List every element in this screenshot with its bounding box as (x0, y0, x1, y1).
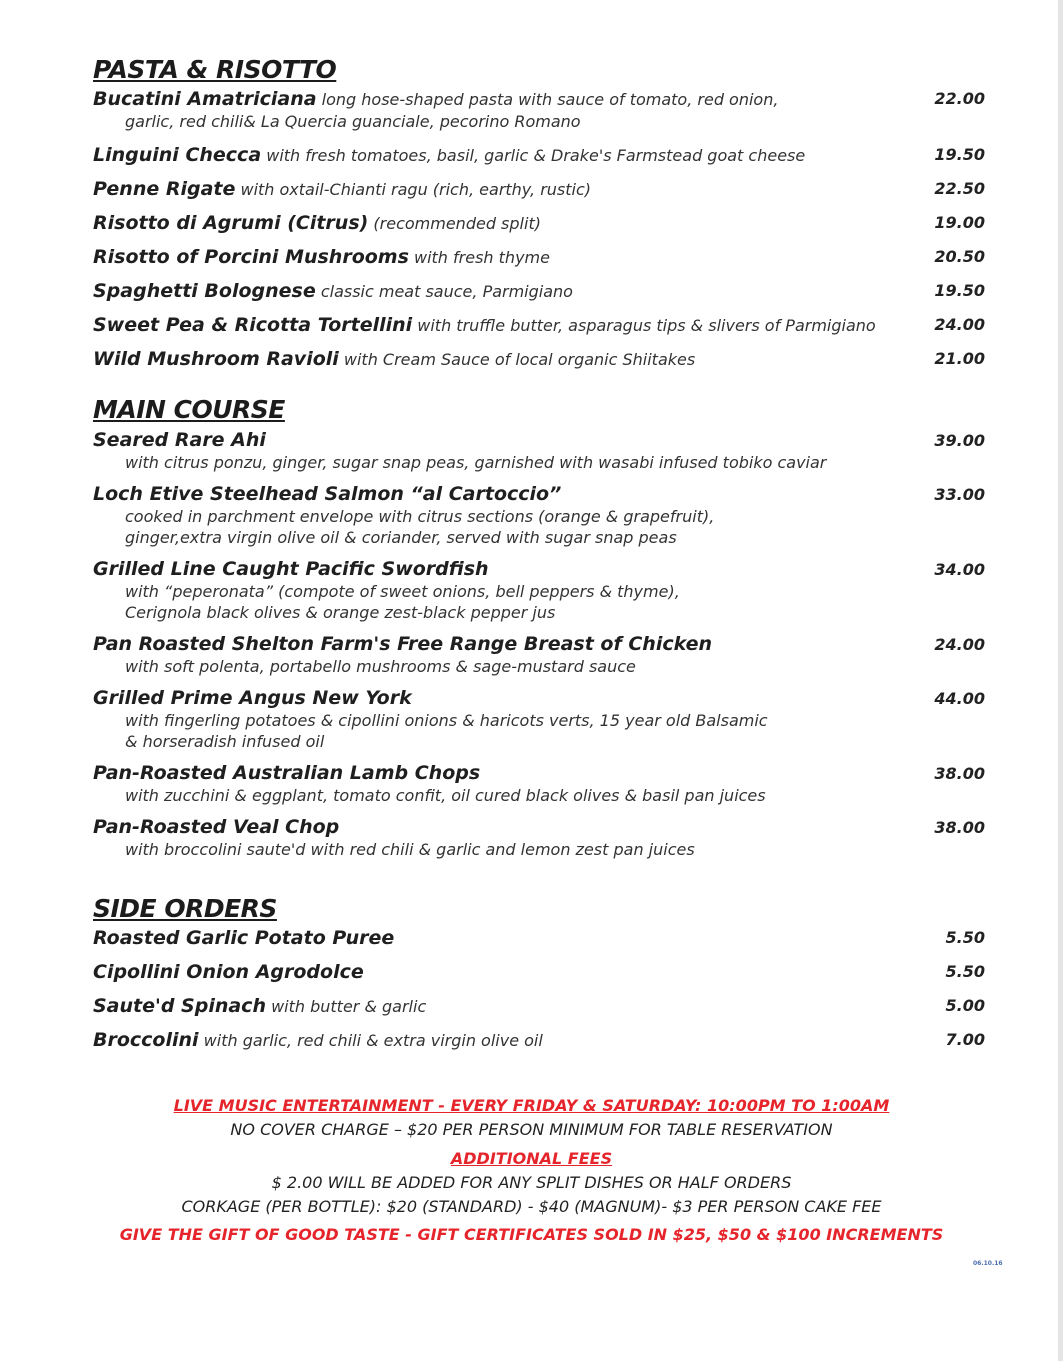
item-price: 24.00 (934, 635, 985, 654)
item-description: (recommended split) (373, 214, 541, 233)
item-price: 38.00 (934, 764, 985, 783)
item-name: Loch Etive Steelhead Salmon “al Cartoccio” (93, 483, 562, 505)
item-name: Broccolini (93, 1029, 199, 1051)
split-fee-notice: $ 2.00 WILL BE ADDED FOR ANY SPLIT DISHES OR HALF ORDERS (271, 1173, 792, 1192)
item-description: with “peperonata” (compote of sweet onions, bell peppers & thyme), (125, 582, 680, 601)
item-name: Roasted Garlic Potato Puree (93, 927, 395, 949)
item-price: 38.00 (934, 818, 985, 837)
menu-item (93, 348, 985, 382)
item-description-cont: garlic, red chili& La Quercia guanciale, pecorino Romano (125, 112, 581, 131)
item-name: Cipollini Onion Agrodolce (93, 961, 364, 983)
menu-item (93, 1029, 985, 1063)
item-description: with butter & garlic (271, 997, 427, 1016)
item-price: 39.00 (934, 431, 985, 450)
corkage-fee-notice: CORKAGE (PER BOTTLE): $20 (STANDARD) - $40 (MAGNUM)- $3 PER PERSON CAKE FEE (181, 1197, 882, 1216)
item-name: Sweet Pea & Ricotta Tortellini (93, 314, 413, 336)
item-price: 19.50 (934, 281, 985, 300)
item-name: Pan Roasted Shelton Farm's Free Range Breast of Chicken (93, 633, 712, 655)
item-price: 5.50 (945, 928, 985, 947)
item-price: 19.50 (934, 145, 985, 164)
item-name: Pan-Roasted Australian Lamb Chops (93, 762, 481, 784)
menu-item (93, 995, 985, 1029)
item-description: with Cream Sauce of local organic Shiitakes (343, 350, 696, 369)
item-price: 21.00 (934, 349, 985, 368)
cover-charge-notice: NO COVER CHARGE – $20 PER PERSON MINIMUM FOR TABLE RESERVATION (230, 1120, 833, 1139)
item-description: cooked in parchment envelope with citrus sections (orange & grapefruit), (125, 507, 715, 526)
item-name: Pan-Roasted Veal Chop (93, 816, 340, 838)
item-description: with soft polenta, portabello mushrooms & sage-mustard sauce (125, 657, 636, 676)
item-description: with zucchini & eggplant, tomato confit, oil cured black olives & basil pan juices (125, 786, 766, 805)
item-price: 5.00 (945, 996, 985, 1015)
item-description-cont: & horseradish infused oil (125, 732, 325, 751)
item-description: with citrus ponzu, ginger, sugar snap peas, garnished with wasabi infused tobiko caviar (125, 453, 827, 472)
item-description: classic meat sauce, Parmigiano (320, 282, 573, 301)
pasta-risotto-section (93, 56, 985, 382)
item-name: Grilled Line Caught Pacific Swordfish (93, 558, 489, 580)
print-date-code: 06.10.16 (973, 1260, 1003, 1267)
menu-item (93, 144, 985, 178)
menu-item (93, 482, 985, 548)
menu-item (93, 961, 985, 995)
item-description: with fresh tomatoes, basil, garlic & Drake's Farmstead goat cheese (266, 146, 806, 165)
menu-item (93, 815, 985, 860)
item-price: 20.50 (934, 247, 985, 266)
item-description-cont: ginger,extra virgin olive oil & coriander, served with sugar snap peas (125, 528, 677, 547)
item-price: 22.00 (934, 89, 985, 108)
item-name: Bucatini Amatriciana (93, 88, 317, 110)
menu-item (93, 246, 985, 280)
item-name: Risotto di Agrumi (Citrus) (93, 212, 369, 234)
item-price: 5.50 (945, 962, 985, 981)
section-title-side: SIDE ORDERS (93, 894, 277, 923)
item-name: Linguini Checca (93, 144, 262, 166)
item-name: Wild Mushroom Ravioli (93, 348, 339, 370)
live-music-notice: LIVE MUSIC ENTERTAINMENT - EVERY FRIDAY & SATURDAY: 10:00PM TO 1:00AM (173, 1096, 890, 1115)
item-price: 24.00 (934, 315, 985, 334)
item-name: Penne Rigate (93, 178, 236, 200)
menu-item (93, 927, 985, 961)
menu-item (93, 314, 985, 348)
item-name: Risotto of Porcini Mushrooms (93, 246, 409, 268)
menu-item (93, 686, 985, 752)
menu-item (93, 212, 985, 246)
menu-item (93, 557, 985, 623)
menu-item (93, 761, 985, 806)
item-price: 34.00 (934, 560, 985, 579)
item-description: with garlic, red chili & extra virgin olive oil (203, 1031, 543, 1050)
menu-item (93, 280, 985, 314)
item-price: 7.00 (945, 1030, 985, 1049)
main-course-section (93, 396, 985, 869)
item-description: with broccolini saute'd with red chili & garlic and lemon zest pan juices (125, 840, 695, 859)
additional-fees-heading: ADDITIONAL FEES (450, 1149, 613, 1168)
gift-certificate-notice: GIVE THE GIFT OF GOOD TASTE - GIFT CERTIFICATES SOLD IN $25, $50 & $100 INCREMENTS (119, 1225, 944, 1244)
menu-item (93, 632, 985, 677)
item-description: long hose-shaped pasta with sauce of tomato, red onion, (321, 90, 779, 109)
section-title-pasta: PASTA & RISOTTO (93, 55, 337, 84)
item-price: 44.00 (934, 689, 985, 708)
item-name: Spaghetti Bolognese (93, 280, 316, 302)
menu-item (93, 88, 985, 144)
item-price: 22.50 (934, 179, 985, 198)
menu-item (93, 178, 985, 212)
item-name: Seared Rare Ahi (93, 429, 266, 451)
item-name: Saute'd Spinach (93, 995, 266, 1017)
item-price: 19.00 (934, 213, 985, 232)
menu-item (93, 428, 985, 473)
section-title-main: MAIN COURSE (93, 395, 285, 424)
menu-footer (0, 1094, 1063, 1247)
item-description: with fresh thyme (414, 248, 550, 267)
item-price: 33.00 (934, 485, 985, 504)
side-orders-section (93, 895, 985, 1063)
item-description: with fingerling potatoes & cipollini onions & haricots verts, 15 year old Balsamic (125, 711, 768, 730)
item-description: with truffle butter, asparagus tips & slivers of Parmigiano (417, 316, 876, 335)
item-description-cont: Cerignola black olives & orange zest-black pepper jus (125, 603, 556, 622)
item-description: with oxtail-Chianti ragu (rich, earthy, rustic) (240, 180, 592, 199)
item-name: Grilled Prime Angus New York (93, 687, 412, 709)
